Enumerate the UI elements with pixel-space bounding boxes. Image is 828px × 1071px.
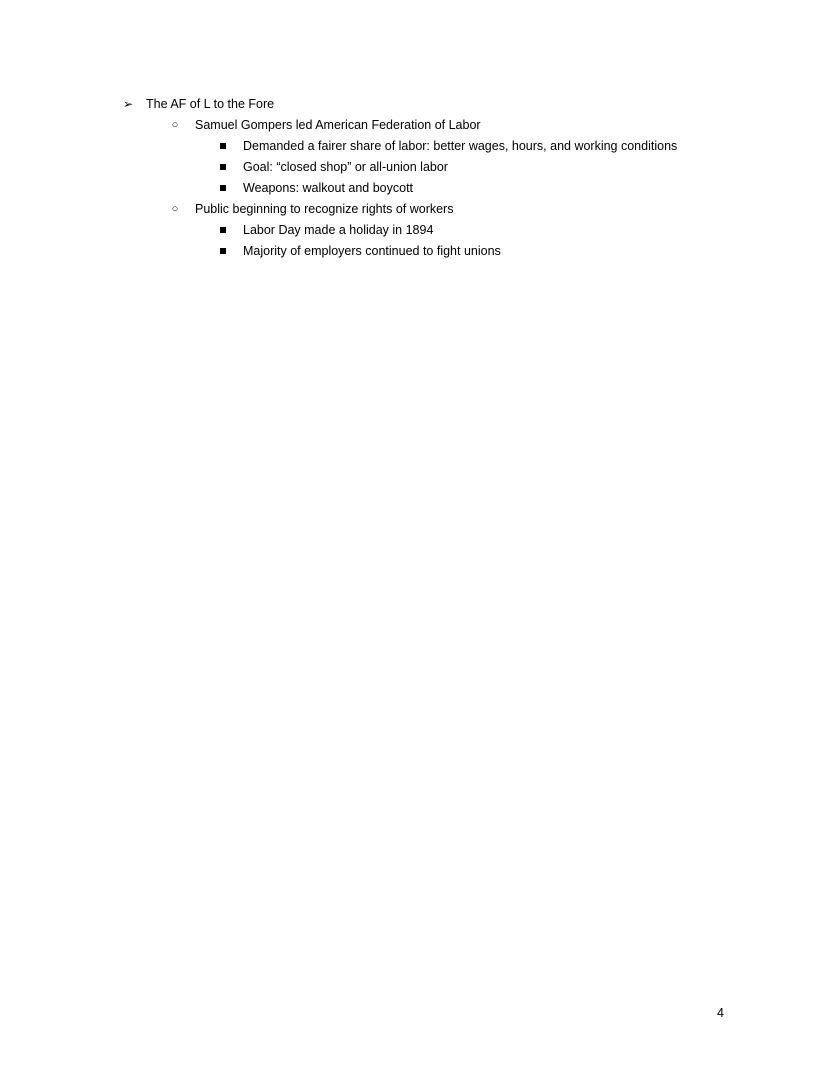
filled-square-bullet-icon xyxy=(213,220,233,241)
filled-square-bullet-icon xyxy=(213,241,233,262)
bullet-outline xyxy=(0,94,828,262)
page-number: 4 xyxy=(717,1006,724,1020)
filled-square-bullet-icon xyxy=(213,136,233,157)
outline-subitem-text: Samuel Gompers led American Federation of Labor xyxy=(195,118,481,132)
hollow-circle-bullet-icon: ○ xyxy=(171,203,179,215)
outline-detail-text: Weapons: walkout and boycott xyxy=(243,181,414,195)
filled-square-bullet-icon xyxy=(213,157,233,178)
outline-detail-item xyxy=(0,157,828,178)
outline-detail-text: Labor Day made a holiday in 1894 xyxy=(243,223,434,237)
outline-detail-text: Goal: “closed shop” or all-union labor xyxy=(243,160,448,174)
outline-subitem xyxy=(0,199,828,220)
filled-square-bullet-icon xyxy=(213,178,233,199)
outline-detail-text: Demanded a fairer share of labor: better wages, hours, and working conditions xyxy=(243,139,678,153)
hollow-circle-bullet-icon: ○ xyxy=(171,119,179,131)
outline-subitem xyxy=(0,115,828,136)
outline-heading-item xyxy=(0,94,828,115)
outline-detail-text: Majority of employers continued to fight unions xyxy=(243,244,501,258)
outline-detail-item xyxy=(0,136,828,157)
outline-detail-item xyxy=(0,178,828,199)
outline-heading-text: The AF of L to the Fore xyxy=(146,97,275,111)
arrowhead-bullet-icon: ➢ xyxy=(122,97,134,111)
outline-detail-item xyxy=(0,241,828,262)
outline-detail-item xyxy=(0,220,828,241)
outline-subitem-text: Public beginning to recognize rights of workers xyxy=(195,202,454,216)
